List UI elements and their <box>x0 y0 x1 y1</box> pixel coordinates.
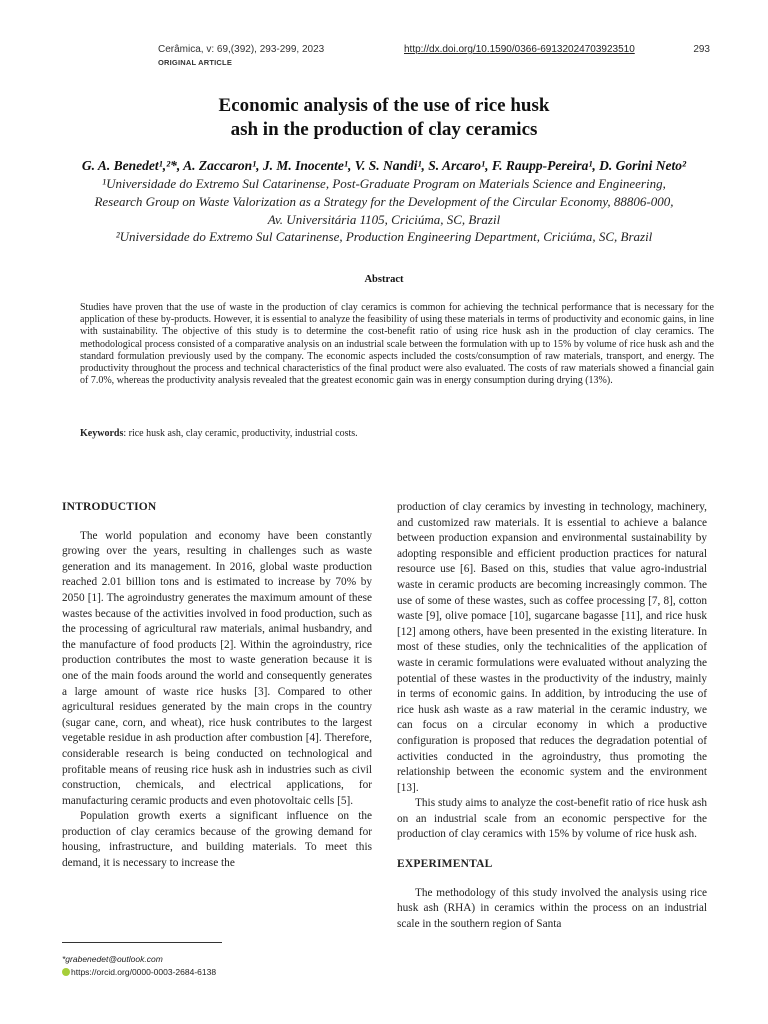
article-type: ORIGINAL ARTICLE <box>158 58 233 67</box>
intro-paragraph-4: This study aims to analyze the cost-benefit ratio of rice husk ash on an industrial scale from an economic perspective for the production of clay ceramics with 15% by volume of rice husk ash. <box>397 797 707 841</box>
orcid-icon <box>62 968 70 976</box>
title-line-1: Economic analysis of the use of rice husk <box>218 95 550 116</box>
article-title <box>100 94 668 142</box>
journal-citation: Cerâmica, v: 69,(392), 293-299, 2023 <box>158 44 325 55</box>
doi-link[interactable]: http://dx.doi.org/10.1590/0366-69132024703923510 <box>404 44 635 55</box>
orcid-footnote <box>62 967 216 977</box>
keywords-label: Keywords <box>80 428 124 439</box>
page-number: 293 <box>693 44 710 55</box>
intro-paragraph-1: The world population and economy have been constantly growing over the years, resulting in challenges such as waste generation and its management. In 2016, global waste production reached 2.01 billion tons and is estimated to increase by 70% by 2050 [1]. The agroindustry generates the maximum amount of these wastes because of the activities involved in food production, such as the processing of agricultural raw materials, animal husbandry, and the manufacture of food products [2]. Within the agroindustry, rice production contributes the most to waste generation because it is one of the main foods around the world and consequently generates a large amount of waste rice husks [3]. Compared to other agricultural residues generated by the main crops in the country (sugar cane, corn, and wheat), rice husk contributes to the largest vegetable residue in ash production after combustion [4]. Therefore, considerable research is being conducted on technological and profitable means of reusing rice husk ash in industries such as civil construction, chemicals, and electrical applications, for manufacturing ceramic products and even photovoltaic cells [5]. <box>62 529 372 807</box>
right-column <box>397 500 707 932</box>
intro-paragraph-3: production of clay ceramics by investing in technology, machinery, and customized raw materials. It is essential to achieve a balance between production expansion and environmental sustainability by adopting responsible and efficient production practices for natural resource use [6]. Based on this, studies that value agro-industrial waste in ceramic products are becoming increasingly common. The use of some of these wastes, such as coffee processing [7, 8], cotton waste [9], olive pomace [10], sugarcane bagasse [11], and rice husk [12] among others, have been presented in the existing literature. In most of these studies, only the technicalities of the application of waste in ceramic formulations were evaluated without analyzing the potential of these wastes in the productivity of the industry, mainly in terms of economic gains. In addition, by introducing the use of rice husk ash waste as a raw material in the ceramic industry, we can focus on a circular economy in which a productive configuration is proposed that reduces the degradation potential of activities conducted in the agroindustry, thus promoting the relationship between the economic system and the environment [13]. <box>397 501 707 794</box>
abstract-heading: Abstract <box>364 274 404 285</box>
abstract-text: Studies have proven that the use of waste in the production of clay ceramics is common for achieving the technical performance that is necessary for the application of these by-products. However, it is essential to analyze the feasibility of using these materials in terms of productivity and economic gains, in line with sustainability. The objective of this study is to determine the cost-benefit ratio of using rice husk ash in the production of clay ceramics. The methodological process consisted of a comparative analysis on an industrial scale between the formulation with up to 15% by volume of rice husk ash and the standard formulation previously used by the company. The economic aspects included the costs/consumption of raw materials, transport, and energy. The productivity throughout the process and technical characteristics of the final product were also evaluated. The costs of raw materials showed a financial gain of 7.0%, whereas the productivity analysis revealed that the greatest economic gain was in energy consumption during drying (13%). <box>80 302 714 387</box>
footnote-rule <box>62 942 222 943</box>
affiliation-1-line-1: ¹Universidade do Extremo Sul Catarinense, Post-Graduate Program on Materials Science and Engineering, <box>102 176 666 191</box>
left-column <box>62 500 372 872</box>
affiliation-1-line-2: Research Group on Waste Valorization as a Strategy for the Development of the Circular Economy, 88806-000, <box>94 194 674 209</box>
affiliation-2: ²Universidade do Extremo Sul Catarinense, Production Engineering Department, Criciúma, SC, Brazil <box>115 229 653 244</box>
affiliation-1-line-3: Av. Universitária 1105, Criciúma, SC, Brazil <box>267 212 501 227</box>
page-header <box>158 44 710 72</box>
affiliation-1 <box>40 175 728 229</box>
orcid-link[interactable]: https://orcid.org/0000-0003-2684-6138 <box>71 967 217 977</box>
section-heading-introduction: INTRODUCTION <box>62 501 157 513</box>
keywords-list: : rice husk ash, clay ceramic, productivity, industrial costs. <box>123 428 358 439</box>
title-line-2: ash in the production of clay ceramics <box>230 119 538 140</box>
section-heading-experimental: EXPERIMENTAL <box>397 858 493 871</box>
experimental-paragraph-1: The methodology of this study involved the analysis using rice husk ash (RHA) in ceramics within the process on an industrial scale in the southern region of Santa <box>397 886 707 930</box>
author-list: G. A. Benedet¹,²*, A. Zaccaron¹, J. M. Inocente¹, V. S. Nandi¹, S. Arcaro¹, F. Raupp-Pereira¹, D. Gorini Neto² <box>81 158 687 173</box>
corresponding-email[interactable]: *grabenedet@outlook.com <box>62 954 163 964</box>
keywords <box>80 428 714 440</box>
intro-paragraph-2: Population growth exerts a significant influence on the production of clay ceramics because of the growing demand for housing, infrastructure, and building materials. To meet this demand, it is necessary to increase the <box>62 810 372 870</box>
